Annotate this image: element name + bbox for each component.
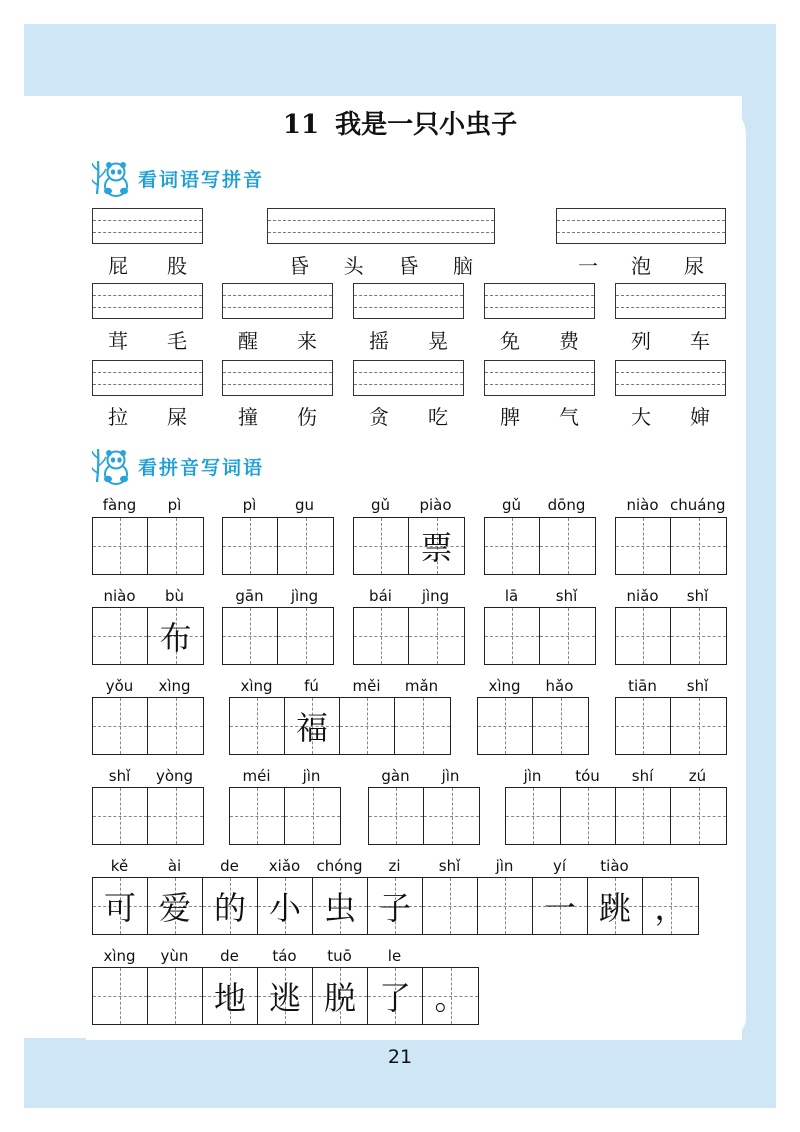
vocabulary-char: 头 [343, 254, 364, 278]
given-character [540, 518, 595, 574]
vocabulary-char: 昏 [398, 254, 419, 278]
given-character [424, 788, 479, 844]
given-character [671, 788, 726, 844]
writing-cell[interactable] [354, 518, 409, 574]
pinyin-label: tiào [600, 857, 629, 875]
section-title: 看词语写拼音 [138, 168, 265, 191]
vocabulary-char: 免 [500, 329, 520, 353]
character-grid [92, 517, 204, 575]
writing-cell[interactable] [506, 788, 561, 844]
character-grid [92, 787, 204, 845]
pinyin-label: zi [388, 857, 401, 875]
pinyin-label: jìng [421, 587, 450, 605]
writing-cell[interactable] [258, 878, 313, 934]
given-character [278, 518, 333, 574]
pinyin-label: ài [167, 857, 182, 875]
writing-cell[interactable] [540, 608, 595, 664]
writing-cell[interactable] [368, 878, 423, 934]
given-character [230, 788, 284, 844]
pinyin-answer-lines[interactable] [353, 283, 464, 319]
writing-cell[interactable] [148, 878, 203, 934]
writing-cell[interactable] [409, 608, 464, 664]
given-character [285, 788, 340, 844]
given-character [93, 968, 147, 1024]
character-grid [477, 697, 589, 755]
pinyin-label: pì [167, 496, 182, 514]
given-character [93, 518, 147, 574]
writing-cell[interactable] [423, 878, 478, 934]
vocabulary-char: 屁 [108, 254, 128, 278]
pinyin-label: yòng [155, 767, 194, 785]
lesson-title [0, 104, 800, 141]
writing-cell[interactable] [616, 698, 671, 754]
writing-cell[interactable] [93, 608, 148, 664]
writing-cell[interactable] [478, 698, 533, 754]
vocabulary-char: 屎 [167, 405, 187, 429]
given-character [478, 698, 532, 754]
vocabulary-char: 脑 [452, 254, 473, 278]
pinyin-label: jìn [441, 767, 460, 785]
given-character: ， [654, 889, 687, 927]
writing-cell[interactable] [203, 968, 258, 1024]
character-grid [222, 607, 334, 665]
given-character: 跳 [598, 889, 631, 927]
given-character [671, 698, 726, 754]
writing-cell[interactable] [616, 518, 671, 574]
character-grid [484, 607, 596, 665]
given-character [478, 878, 532, 934]
vocabulary-word [369, 401, 448, 430]
pinyin-label: shǐ [686, 587, 709, 605]
given-character [223, 518, 277, 574]
writing-cell[interactable] [148, 518, 203, 574]
writing-cell[interactable] [285, 698, 340, 754]
pinyin-label: pì [242, 496, 257, 514]
pinyin-label: gān [235, 587, 264, 605]
given-character [616, 788, 670, 844]
pinyin-label: niào [103, 587, 136, 605]
writing-cell[interactable] [369, 788, 424, 844]
pinyin-label: bái [369, 587, 392, 605]
pinyin-label: fú [304, 677, 319, 695]
pinyin-label: méi [242, 767, 271, 785]
vocabulary-word [500, 401, 579, 430]
vocabulary-word [578, 250, 704, 279]
vocabulary-word [238, 325, 317, 354]
pinyin-label: tiān [628, 677, 657, 695]
given-character: 福 [295, 709, 328, 747]
pinyin-label: gu [294, 496, 315, 514]
pinyin-label: de [220, 857, 239, 875]
vocabulary-char: 茸 [108, 329, 128, 353]
writing-cell[interactable] [643, 878, 698, 934]
writing-cell[interactable] [93, 788, 148, 844]
pinyin-answer-lines[interactable] [556, 208, 726, 244]
writing-cell[interactable] [561, 788, 616, 844]
pinyin-label: táo [272, 947, 297, 965]
given-character [540, 608, 595, 664]
writing-cell[interactable] [423, 968, 478, 1024]
character-grid [92, 697, 204, 755]
pinyin-label: niǎo [626, 587, 659, 605]
vocabulary-char: 醒 [238, 329, 258, 353]
vocabulary-char: 大 [631, 405, 651, 429]
vocabulary-char: 列 [631, 329, 651, 353]
pinyin-answer-lines[interactable] [92, 283, 203, 319]
writing-cell[interactable] [616, 788, 671, 844]
given-character [148, 518, 203, 574]
vocabulary-char: 车 [690, 329, 710, 353]
character-grid [615, 607, 727, 665]
pinyin-label: bù [164, 587, 185, 605]
pinyin-label: yí [552, 857, 567, 875]
given-character: 小 [268, 889, 301, 927]
writing-cell[interactable] [424, 788, 479, 844]
given-character: 票 [420, 529, 453, 567]
vocabulary-char: 气 [559, 405, 579, 429]
lesson-number: 11 [282, 110, 320, 140]
pinyin-answer-lines[interactable] [222, 283, 333, 319]
pinyin-label: tuō [327, 947, 352, 965]
character-grid [229, 787, 341, 845]
writing-cell[interactable] [409, 518, 464, 574]
given-character: 虫 [323, 889, 356, 927]
pinyin-label: yùn [160, 947, 189, 965]
pinyin-label: shǐ [555, 587, 578, 605]
writing-cell[interactable] [671, 518, 726, 574]
pinyin-label: de [220, 947, 239, 965]
character-grid [222, 517, 334, 575]
writing-cell[interactable] [230, 788, 285, 844]
given-character [93, 788, 147, 844]
character-grid [92, 607, 204, 665]
writing-cell[interactable] [485, 608, 540, 664]
writing-cell[interactable] [533, 878, 588, 934]
sentence-grid [92, 877, 699, 935]
pinyin-answer-lines[interactable] [353, 360, 464, 396]
pinyin-label: mǎn [404, 677, 439, 695]
vocabulary-char: 贪 [369, 405, 389, 429]
pinyin-label: zú [688, 767, 707, 785]
page-frame-top [24, 24, 776, 96]
sentence-grid [92, 967, 479, 1025]
pinyin-label: tóu [575, 767, 600, 785]
character-grid [505, 787, 727, 845]
writing-cell[interactable] [395, 698, 450, 754]
writing-cell[interactable] [93, 518, 148, 574]
given-character: 子 [378, 889, 411, 927]
writing-cell[interactable] [148, 788, 203, 844]
given-character: 的 [213, 889, 246, 927]
page-frame-right [742, 24, 776, 1108]
writing-cell[interactable] [223, 608, 278, 664]
given-character [409, 608, 464, 664]
given-character: 。 [434, 979, 467, 1017]
pinyin-label: shǐ [438, 857, 461, 875]
vocabulary-char: 一 [578, 254, 598, 278]
given-character: 布 [159, 619, 192, 657]
pinyin-label: gǔ [370, 496, 391, 514]
given-character [506, 788, 560, 844]
pinyin-label: xìng [103, 947, 136, 965]
given-character [616, 698, 670, 754]
pinyin-label: le [387, 947, 402, 965]
writing-cell[interactable] [93, 968, 148, 1024]
vocabulary-char: 伤 [297, 405, 317, 429]
pinyin-label: jìn [495, 857, 514, 875]
vocabulary-char: 摇 [369, 329, 389, 353]
pinyin-label: gǔ [501, 496, 522, 514]
pinyin-label: fàng [102, 496, 137, 514]
pinyin-label: měi [352, 677, 381, 695]
character-grid [615, 697, 727, 755]
given-character [93, 608, 147, 664]
writing-cell[interactable] [478, 878, 533, 934]
section-header-write-pinyin [92, 158, 264, 198]
given-character [93, 698, 147, 754]
character-grid [484, 517, 596, 575]
vocabulary-word [238, 401, 317, 430]
pinyin-label: jìng [290, 587, 319, 605]
writing-cell[interactable] [203, 878, 258, 934]
vocabulary-word [108, 325, 187, 354]
given-character [485, 608, 539, 664]
writing-cell[interactable] [148, 698, 203, 754]
writing-cell[interactable] [278, 518, 333, 574]
character-grid [353, 517, 465, 575]
given-character [561, 788, 615, 844]
writing-cell[interactable] [354, 608, 409, 664]
given-character: 可 [103, 889, 136, 927]
given-character [354, 518, 408, 574]
pinyin-label: shǐ [686, 677, 709, 695]
given-character [369, 788, 423, 844]
vocabulary-word [631, 401, 710, 430]
pinyin-label: xìng [158, 677, 191, 695]
writing-cell[interactable] [93, 878, 148, 934]
writing-cell[interactable] [313, 878, 368, 934]
pinyin-answer-lines[interactable] [267, 208, 495, 244]
pinyin-label: jìn [523, 767, 542, 785]
vocabulary-char: 股 [167, 254, 187, 278]
character-grid [353, 607, 465, 665]
pinyin-label: chóng [316, 857, 363, 875]
writing-cell[interactable] [616, 608, 671, 664]
given-character [223, 608, 277, 664]
given-character [616, 518, 670, 574]
pinyin-label: hǎo [545, 677, 574, 695]
writing-cell[interactable] [223, 518, 278, 574]
given-character [671, 518, 726, 574]
vocabulary-word [631, 325, 710, 354]
pinyin-answer-lines[interactable] [484, 283, 595, 319]
writing-cell[interactable] [671, 698, 726, 754]
vocabulary-char: 吃 [428, 405, 448, 429]
given-character [423, 878, 477, 934]
given-character [148, 788, 203, 844]
writing-cell[interactable] [588, 878, 643, 934]
pinyin-label: gàn [381, 767, 410, 785]
given-character [671, 608, 726, 664]
writing-cell[interactable] [368, 968, 423, 1024]
writing-cell[interactable] [313, 968, 368, 1024]
pinyin-label: jìn [302, 767, 321, 785]
lesson-title-text: 我是一只小虫子 [335, 110, 518, 140]
given-character: 爱 [158, 889, 191, 927]
pinyin-answer-lines[interactable] [222, 360, 333, 396]
vocabulary-char: 晃 [428, 329, 448, 353]
pinyin-label: shí [631, 767, 654, 785]
pinyin-label: xiǎo [268, 857, 301, 875]
pinyin-answer-lines[interactable] [615, 360, 726, 396]
vocabulary-char: 婶 [690, 405, 710, 429]
given-character [148, 698, 203, 754]
given-character [485, 518, 539, 574]
pinyin-label: kě [110, 857, 129, 875]
pinyin-label: xìng [488, 677, 521, 695]
section-header-write-words [92, 446, 264, 486]
pinyin-answer-lines[interactable] [484, 360, 595, 396]
page-number: 21 [387, 1046, 413, 1068]
writing-cell[interactable] [148, 968, 203, 1024]
panda-bamboo-icon [92, 446, 136, 486]
character-grid [368, 787, 480, 845]
pinyin-label: niào [626, 496, 659, 514]
vocabulary-word [500, 325, 579, 354]
given-character: 一 [543, 889, 576, 927]
given-character [354, 608, 408, 664]
writing-cell[interactable] [148, 608, 203, 664]
character-grid [229, 697, 451, 755]
vocabulary-word [369, 325, 448, 354]
given-character: 脱 [323, 979, 356, 1017]
given-character [395, 698, 450, 754]
character-grid [615, 517, 727, 575]
panda-bamboo-icon [92, 158, 136, 198]
writing-cell[interactable] [540, 518, 595, 574]
writing-cell[interactable] [533, 698, 588, 754]
vocabulary-char: 泡 [631, 254, 651, 278]
writing-cell[interactable] [93, 698, 148, 754]
pinyin-label: chuáng [670, 496, 726, 514]
writing-cell[interactable] [485, 518, 540, 574]
vocabulary-word [108, 401, 187, 430]
given-character [616, 608, 670, 664]
pinyin-answer-lines[interactable] [92, 208, 203, 244]
given-character [230, 698, 284, 754]
vocabulary-char: 费 [559, 329, 579, 353]
pinyin-label: dōng [547, 496, 586, 514]
given-character [278, 608, 333, 664]
pinyin-label: yǒu [105, 677, 134, 695]
vocabulary-char: 脾 [500, 405, 520, 429]
vocabulary-char: 拉 [108, 405, 128, 429]
given-character: 逃 [268, 979, 301, 1017]
given-character [148, 968, 202, 1024]
pinyin-label: lā [504, 587, 519, 605]
writing-cell[interactable] [671, 608, 726, 664]
pinyin-label: shǐ [108, 767, 131, 785]
given-character [533, 698, 588, 754]
given-character: 地 [213, 979, 246, 1017]
writing-cell[interactable] [671, 788, 726, 844]
given-character [340, 698, 394, 754]
writing-cell[interactable] [278, 608, 333, 664]
vocabulary-char: 撞 [238, 405, 258, 429]
writing-cell[interactable] [285, 788, 340, 844]
writing-cell[interactable] [230, 698, 285, 754]
vocabulary-char: 昏 [289, 254, 309, 278]
pinyin-answer-lines[interactable] [92, 360, 203, 396]
vocabulary-char: 来 [297, 329, 317, 353]
writing-cell[interactable] [340, 698, 395, 754]
pinyin-label: piào [419, 496, 452, 514]
section-title: 看拼音写词语 [138, 456, 265, 479]
vocabulary-word [289, 250, 473, 279]
vocabulary-char: 尿 [684, 254, 704, 278]
given-character: 了 [378, 979, 411, 1017]
pinyin-answer-lines[interactable] [615, 283, 726, 319]
vocabulary-char: 毛 [167, 329, 187, 353]
pinyin-label: xìng [240, 677, 273, 695]
vocabulary-word [108, 250, 187, 279]
writing-cell[interactable] [258, 968, 313, 1024]
